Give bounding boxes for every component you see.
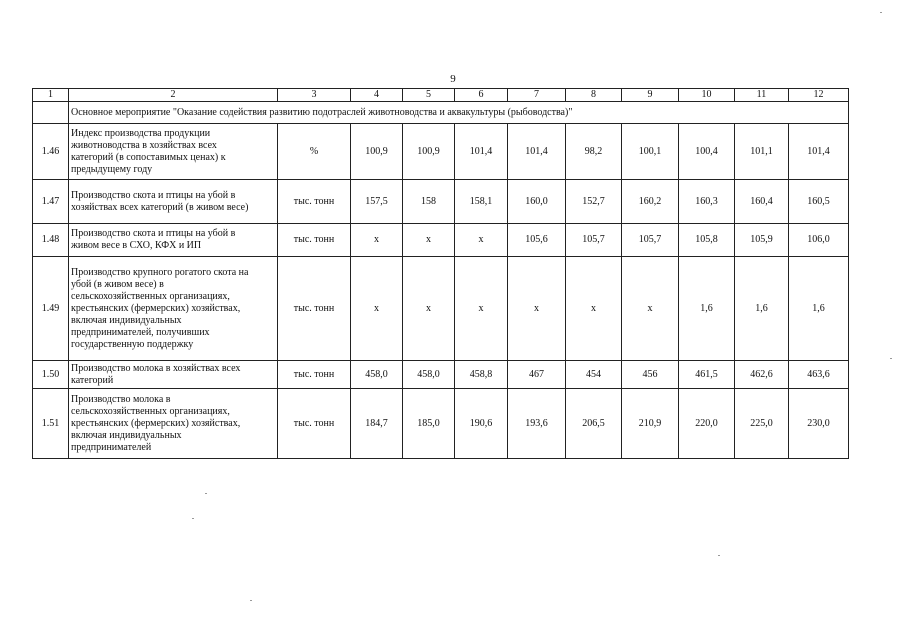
value-cell: 101,1: [735, 124, 789, 180]
value-cell: 105,7: [622, 224, 679, 257]
row-number: 1.49: [33, 257, 69, 361]
value-cell: 467: [508, 361, 566, 389]
value-cell: х: [351, 257, 403, 361]
value-cell: 458,8: [455, 361, 508, 389]
value-cell: 458,0: [403, 361, 455, 389]
indicator-line: животноводства в хозяйствах всех: [71, 139, 217, 151]
value-cell: 185,0: [403, 389, 455, 459]
indicator-line: предпринимателей: [71, 441, 152, 453]
value-cell: 1,6: [735, 257, 789, 361]
value-cell: 160,4: [735, 180, 789, 224]
indicator-line: крестьянских (фермерских) хозяйствах,: [71, 302, 241, 314]
table-row: [33, 361, 849, 389]
column-header: 1: [33, 89, 69, 102]
indicator-line: предпринимателей, получивших: [71, 326, 210, 338]
value-cell: х: [455, 257, 508, 361]
indicator-line: хозяйствах всех категорий (в живом весе): [71, 201, 249, 213]
scan-speck: [890, 358, 892, 359]
scan-speck: [205, 493, 207, 494]
value-cell: 1,6: [789, 257, 849, 361]
value-cell: 225,0: [735, 389, 789, 459]
value-cell: 105,9: [735, 224, 789, 257]
indicator-name: [69, 389, 278, 459]
table-row: [33, 224, 849, 257]
value-cell: 152,7: [566, 180, 622, 224]
section-title: Основное мероприятие "Оказание содействия развитию подотраслей животноводства и аквакультуры (рыбоводства)": [69, 102, 849, 124]
value-cell: 456: [622, 361, 679, 389]
value-cell: 190,6: [455, 389, 508, 459]
indicator-name: [69, 257, 278, 361]
value-cell: 206,5: [566, 389, 622, 459]
indicator-line: живом весе в СХО, КФХ и ИП: [71, 240, 202, 251]
value-cell: 100,4: [679, 124, 735, 180]
scan-speck: [718, 555, 720, 556]
page-number: 9: [450, 73, 456, 85]
indicator-line: Производство молока в хозяйствах всех: [71, 362, 241, 374]
scan-speck: [880, 12, 882, 13]
value-cell: х: [403, 257, 455, 361]
row-number: 1.47: [33, 180, 69, 224]
value-cell: 105,6: [508, 224, 566, 257]
value-cell: х: [455, 224, 508, 257]
column-header: 7: [508, 89, 566, 102]
value-cell: 158: [403, 180, 455, 224]
value-cell: 458,0: [351, 361, 403, 389]
table-row: [33, 389, 849, 459]
indicator-line: сельскохозяйственных организациях,: [71, 405, 230, 417]
section-row: [33, 102, 849, 124]
indicator-name: [69, 224, 278, 257]
value-cell: 105,8: [679, 224, 735, 257]
column-number-row: [33, 89, 849, 102]
value-cell: 160,2: [622, 180, 679, 224]
column-header: 6: [455, 89, 508, 102]
value-cell: 461,5: [679, 361, 735, 389]
row-number: 1.46: [33, 124, 69, 180]
indicator-line: сельскохозяйственных организациях,: [71, 290, 230, 302]
value-cell: 106,0: [789, 224, 849, 257]
unit-cell: тыс. тонн: [278, 224, 351, 257]
value-cell: 220,0: [679, 389, 735, 459]
unit-cell: тыс. тонн: [278, 361, 351, 389]
column-header: 11: [735, 89, 789, 102]
value-cell: 160,3: [679, 180, 735, 224]
value-cell: 1,6: [679, 257, 735, 361]
value-cell: х: [351, 224, 403, 257]
indicator-line: категорий: [71, 374, 114, 386]
unit-cell: тыс. тонн: [278, 257, 351, 361]
value-cell: 193,6: [508, 389, 566, 459]
value-cell: 160,5: [789, 180, 849, 224]
indicator-line: Индекс производства продукции: [71, 127, 211, 139]
value-cell: 105,7: [566, 224, 622, 257]
column-header: 8: [566, 89, 622, 102]
column-header: 5: [403, 89, 455, 102]
indicator-line: Производство скота и птицы на убой в: [71, 228, 236, 239]
indicator-line: включая индивидуальных: [71, 314, 182, 326]
indicator-line: Производство крупного рогатого скота на: [71, 266, 249, 278]
value-cell: 463,6: [789, 361, 849, 389]
indicator-line: включая индивидуальных: [71, 429, 182, 441]
indicator-name: [69, 124, 278, 180]
value-cell: 230,0: [789, 389, 849, 459]
value-cell: х: [508, 257, 566, 361]
value-cell: х: [566, 257, 622, 361]
column-header: 12: [789, 89, 849, 102]
value-cell: 157,5: [351, 180, 403, 224]
column-header: 10: [679, 89, 735, 102]
unit-cell: тыс. тонн: [278, 180, 351, 224]
table-row: [33, 257, 849, 361]
row-number: 1.48: [33, 224, 69, 257]
unit-cell: %: [278, 124, 351, 180]
indicator-line: государственную поддержку: [71, 338, 194, 350]
value-cell: 101,4: [455, 124, 508, 180]
column-header: 4: [351, 89, 403, 102]
value-cell: 184,7: [351, 389, 403, 459]
value-cell: 101,4: [508, 124, 566, 180]
value-cell: 100,9: [351, 124, 403, 180]
column-header: 9: [622, 89, 679, 102]
value-cell: 210,9: [622, 389, 679, 459]
table-row: [33, 180, 849, 224]
value-cell: 454: [566, 361, 622, 389]
column-header: 2: [69, 89, 278, 102]
scan-speck: [250, 600, 252, 601]
unit-cell: тыс. тонн: [278, 389, 351, 459]
value-cell: 462,6: [735, 361, 789, 389]
indicator-line: Производство скота и птицы на убой в: [71, 189, 236, 201]
indicator-line: категорий (в сопоставимых ценах) к: [71, 151, 226, 163]
indicator-name: [69, 361, 278, 389]
table-row: [33, 124, 849, 180]
indicators-table: [32, 88, 849, 459]
indicator-line: предыдущему году: [71, 163, 153, 175]
row-number: 1.51: [33, 389, 69, 459]
row-number: 1.50: [33, 361, 69, 389]
indicator-line: крестьянских (фермерских) хозяйствах,: [71, 417, 241, 429]
indicator-line: Производство молока в: [71, 393, 171, 405]
value-cell: 100,9: [403, 124, 455, 180]
scan-speck: [192, 518, 194, 519]
value-cell: 98,2: [566, 124, 622, 180]
value-cell: 160,0: [508, 180, 566, 224]
indicator-name: [69, 180, 278, 224]
value-cell: х: [622, 257, 679, 361]
indicator-line: убой (в живом весе) в: [71, 278, 164, 290]
value-cell: 158,1: [455, 180, 508, 224]
value-cell: х: [403, 224, 455, 257]
value-cell: 101,4: [789, 124, 849, 180]
value-cell: 100,1: [622, 124, 679, 180]
column-header: 3: [278, 89, 351, 102]
